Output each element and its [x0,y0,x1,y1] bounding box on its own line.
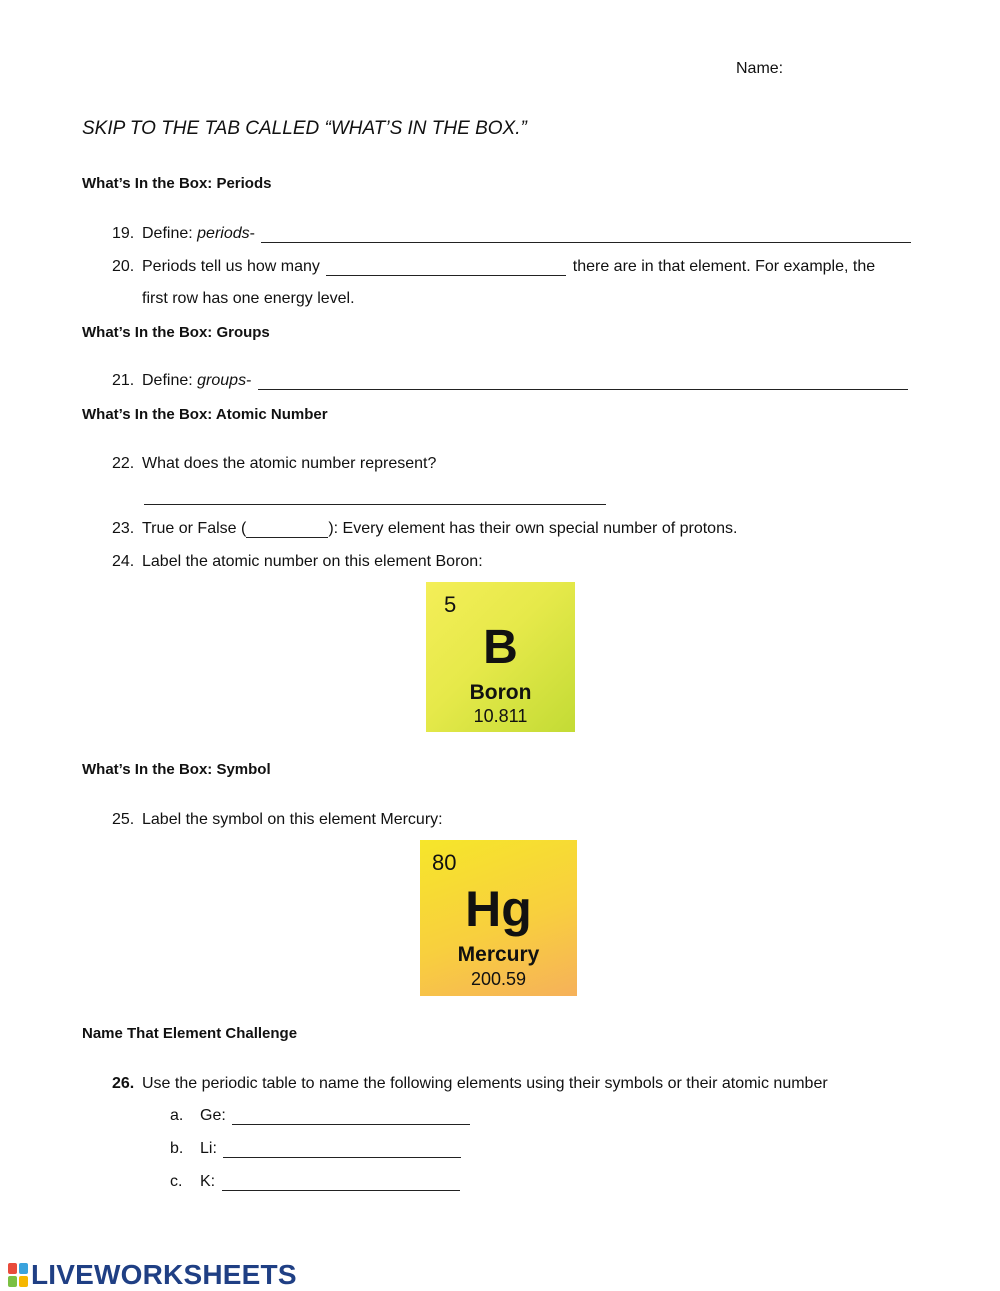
heading-challenge: Name That Element Challenge [82,1025,298,1042]
mercury-element-tile [420,840,577,996]
item-label: Li: [200,1140,217,1157]
question-text: there are in that element. For example, the [568,258,876,275]
heading-groups: What’s In the Box: Groups [82,324,270,341]
question-text: Periods tell us how many [142,258,325,275]
question-19 [112,225,913,243]
k-answer-input[interactable] [222,1174,460,1191]
periods-definition-input[interactable] [261,226,911,243]
ge-answer-input[interactable] [232,1108,470,1125]
term-groups: groups [197,372,247,389]
question-number: 21. [112,372,135,389]
groups-definition-input[interactable] [258,373,908,390]
item-letter: b. [170,1140,184,1157]
question-number: 26. [112,1075,135,1092]
heading-atomic-number: What’s In the Box: Atomic Number [82,406,328,423]
question-number: 22. [112,455,135,472]
question-text: Label the symbol on this element Mercury: [142,811,443,828]
question-number: 19. [112,225,135,242]
atomic-number: 5 [444,592,457,617]
define-prefix: Define: [142,225,198,242]
question-text: What does the atomic number represent? [142,455,437,472]
question-22 [112,455,436,473]
question-text: True or False ( [142,520,247,537]
atomic-mass: 10.811 [473,706,528,726]
element-symbol: Hg [465,881,532,937]
question-text: Use the periodic table to name the following elements using their symbols or their atomic number [142,1075,828,1092]
question-25 [112,811,443,829]
term-periods: periods [197,225,250,242]
liveworksheets-logo[interactable] [8,1259,297,1291]
question-number: 23. [112,520,135,537]
boron-element-tile [426,582,575,732]
question-23 [112,520,737,538]
question-number: 24. [112,553,135,570]
challenge-item-a [170,1107,472,1125]
true-false-input[interactable] [246,521,328,538]
challenge-item-c [170,1173,462,1191]
item-label: K: [200,1173,216,1190]
question-number: 20. [112,258,135,275]
heading-periods: What’s In the Box: Periods [82,175,272,192]
define-prefix: Define: [142,372,198,389]
item-letter: a. [170,1107,184,1124]
name-label: Name: [736,60,784,77]
question-text: ): Every element has their own special number of protons. [328,520,738,537]
logo-text: LIVEWORKSHEETS [31,1259,297,1290]
term-dash: - [249,225,255,242]
question-text: Label the atomic number on this element Boron: [142,553,483,570]
challenge-item-b [170,1140,463,1158]
element-name: Mercury [457,943,540,966]
question-24 [112,553,483,571]
atomic-number: 80 [432,850,457,875]
question-21 [112,372,910,390]
skip-instruction: SKIP TO THE TAB CALLED “WHAT’S IN THE BOX.” [82,118,527,139]
question-20 [112,258,875,276]
term-dash: - [246,372,252,389]
li-answer-input[interactable] [223,1141,461,1158]
heading-symbol: What’s In the Box: Symbol [82,761,271,778]
question-26 [112,1075,828,1093]
atomic-number-answer-input[interactable] [144,488,606,505]
atomic-mass: 200.59 [470,969,527,989]
element-name: Boron [469,681,532,704]
question-20-line2: first row has one energy level. [142,290,355,307]
question-number: 25. [112,811,135,828]
logo-mark-icon [8,1263,28,1287]
element-symbol: B [483,621,518,674]
periods-blank-input[interactable] [326,259,566,276]
item-letter: c. [170,1173,183,1190]
item-label: Ge: [200,1107,226,1124]
